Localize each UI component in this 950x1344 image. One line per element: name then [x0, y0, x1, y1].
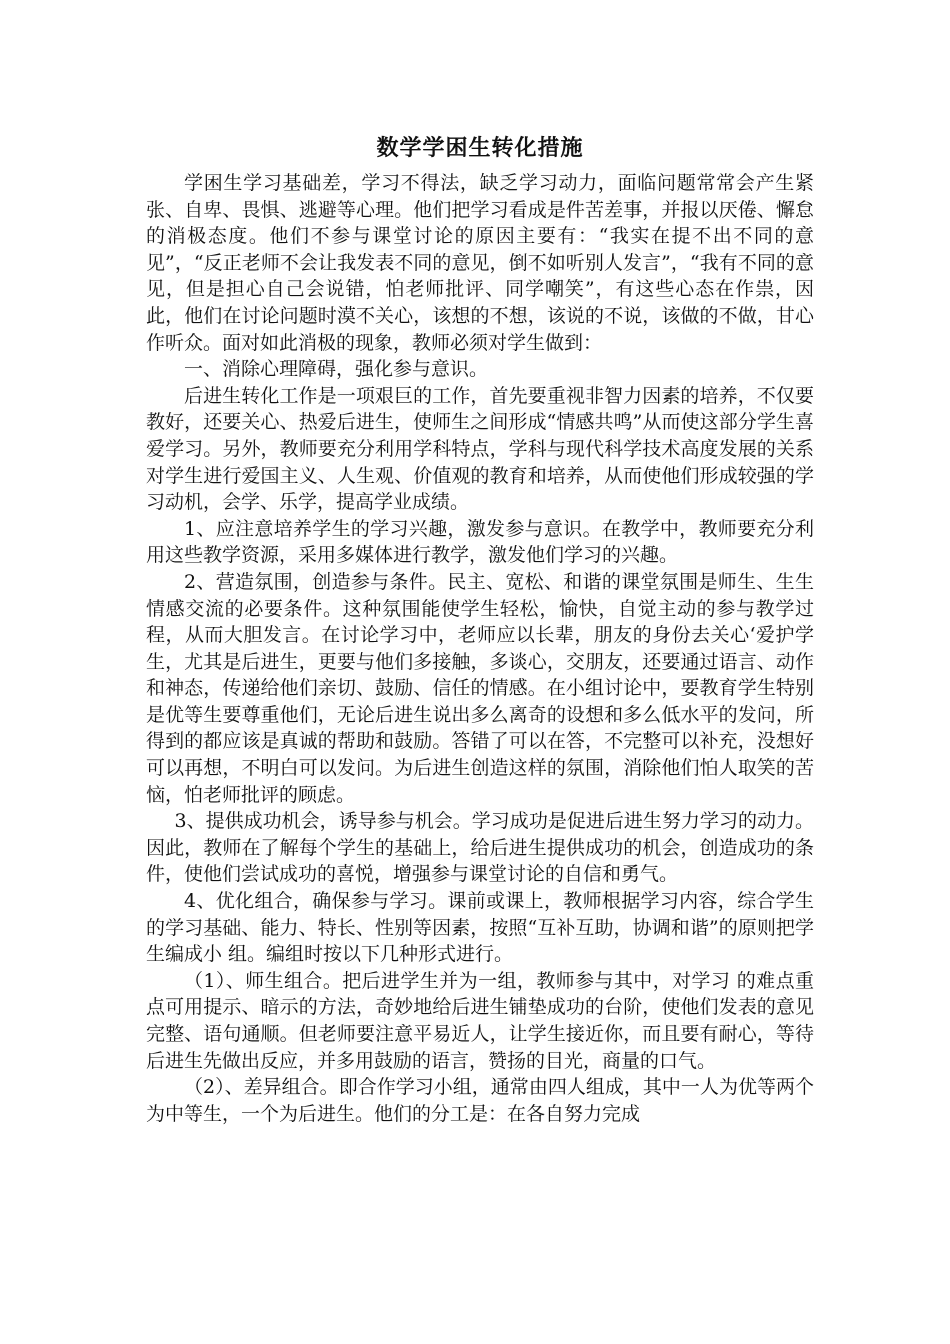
paragraph-section-1: 后进生转化工作是一项艰巨的工作，首先要重视非智力因素的培养，不仅要教好，还要关心、热爱后进生，使师生之间形成“情感共鸣”从而使这部分学生喜爱学习。另外，教师要充分利用学科特点，学科与现代科学技术高度发展的关系对学生进行爱国主义、人生观、价值观的教育和培养，从而使他们形成较强的学习动机，会学、乐学，提高学业成绩。 — [146, 384, 814, 514]
paragraph-intro: 学困生学习基础差，学习不得法，缺乏学习动力，面临问题常常会产生紧张、自卑、畏惧、逃避等心理。他们把学习看成是件苦差事，并报以厌倦、懈怠的消极态度。他们不参与课堂讨论的原因主要有：“我实在提不出不同的意见”，“反正老师不会让我发表不同的意见，倒不如听别人发言”，“我有不同的意见，但是担心自己会说错，怕老师批评、同学嘲笑”，有这些心态在作祟，因此，他们在讨论问题时漠不关心，该想的不想，该说的不说，该做的不做，甘心作听众。面对如此消极的现象，教师必须对学生做到： — [146, 172, 814, 354]
paragraph-item-1: 1、应注意培养学生的学习兴趣，激发参与意识。在教学中，教师要充分利用这些教学资源，采用多媒体进行教学，激发他们学习的兴趣。 — [146, 517, 814, 567]
paragraph-item-4: 4、优化组合，确保参与学习。课前或课上，教师根据学习内容，综合学生的学习基础、能力、特长、性别等因素，按照“互补互助，协调和谐”的原则把学生编成小 组。编组时按以下几种形式进行。 — [146, 890, 814, 966]
paragraph-subitem-2: （2）、差异组合。即合作学习小组，通常由四人组成，其中一人为优等两个为中等生，一个为后进生。他们的分工是：在各自努力完成 — [146, 1076, 814, 1125]
paragraph-subitem-1: （1）、师生组合。把后进学生并为一组，教师参与其中，对学习 的难点重点可用提示、暗示的方法，奇妙地给后进生铺垫成功的台阶，使他们发表的意见完整、语句通顺。但老师要注意平易近人，让学生接近你，而且要有耐心，等待后进生先做出反应，并多用鼓励的语言，赞扬的目光，商量的口气。 — [146, 969, 814, 1072]
paragraph-item-3: 3、提供成功机会，诱导参与机会。学习成功是促进后进生努力学习的动力。因此，教师在了解每个学生的基础上，给后进生提供成功的机会，创造成功的条件，使他们尝试成功的喜悦，增强参与课堂讨论的自信和勇气。 — [146, 810, 814, 886]
section-heading-1: 一、消除心理障碍，强化参与意识。 — [184, 358, 489, 381]
document-page — [146, 130, 814, 1127]
paragraph-item-2: 2、营造氛围，创造参与条件。民主、宽松、和谐的课堂氛围是师生、生生情感交流的必要条件。这种氛围能使学生轻松，愉快，自觉主动的参与教学过程，从而大胆发言。在讨论学习中，老师应以长辈，朋友的身份去关心‘爱护学生，尤其是后进生，更要与他们多接触，多谈心，交朋友，还要通过语言、动作和神态，传递给他们亲切、鼓励、信任的情感。在小组讨论中，要教育学生特别是优等生要尊重他们，无论后进生说出多么离奇的设想和多么低水平的发问，所得到的都应该是真诚的帮助和鼓励。答错了可以在答，不完整可以补充，没想好可以再想，不明白可以发问。为后进生创造这样的氛围，消除他们怕人取笑的苦恼，怕老师批评的顾虑。 — [146, 570, 814, 806]
document-title: 数学学困生转化措施 — [376, 135, 584, 161]
